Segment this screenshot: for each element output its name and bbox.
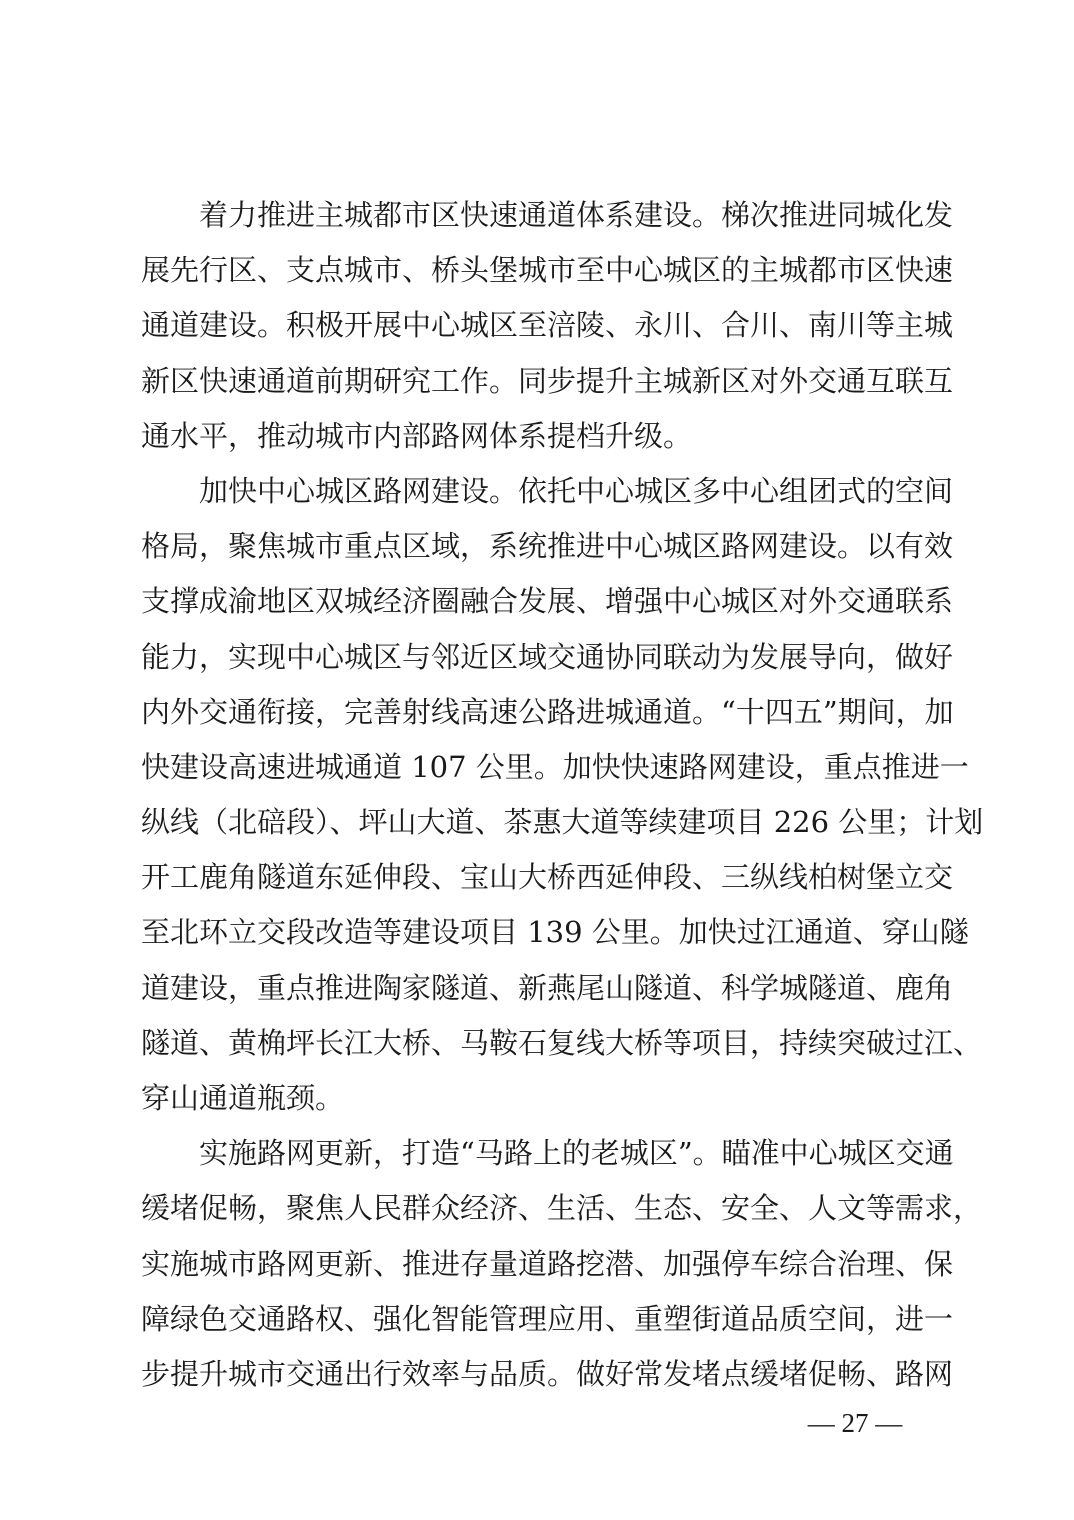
page-number: — 27 — [807, 1408, 903, 1438]
text-line: 加快中心城区路网建设。依托中心城区多中心组团式的空间 [199, 473, 954, 508]
paragraph-expressway-system [141, 188, 954, 464]
text-line: 着力推进主城都市区快速通道体系建设。梯次推进同城化发 [199, 198, 954, 232]
text-line: 缓堵促畅，聚焦人民群众经济、生活、生态、安全、人文等需求， [141, 1191, 983, 1226]
text-line: 障绿色交通路权、强化智能管理应用、重塑街道品质空间，进一 [141, 1301, 954, 1336]
paragraph-road-network-renewal [141, 1126, 983, 1402]
text-line: 内外交通衔接，完善射线高速公路进城通道。“十四五”期间，加 [141, 694, 954, 729]
text-line: 穿山通道瓶颈。 [141, 1081, 345, 1115]
text-line: 实施路网更新，打造“马路上的老城区”。瞄准中心城区交通 [199, 1136, 954, 1171]
text-line: 能力，实现中心城区与邻近区域交通协同联动为发展导向，做好 [141, 639, 954, 674]
text-line: 道建设，重点推进陶家隧道、新燕尾山隧道、科学城隧道、鹿角 [141, 970, 954, 1005]
text-line: 展先行区、支点城市、桥头堡城市至中心城区的主城都市区快速 [141, 253, 954, 288]
paragraph-central-road-network [141, 464, 984, 1126]
text-line: 步提升城市交通出行效率与品质。做好常发堵点缓堵促畅、路网 [141, 1356, 954, 1391]
text-line: 隧道、黄桷坪长江大桥、马鞍石复线大桥等项目，持续突破过江、 [141, 1025, 983, 1060]
text-line: 纵线（北碚段）、坪山大道、茶惠大道等续建项目 226 公里；计划 [141, 805, 984, 840]
text-line: 开工鹿角隧道东延伸段、宝山大桥西延伸段、三纵线柏树堡立交 [141, 860, 954, 895]
text-line: 格局，聚焦城市重点区域，系统推进中心城区路网建设。以有效 [141, 529, 954, 564]
body-text [141, 188, 984, 1402]
text-line: 新区快速通道前期研究工作。同步提升主城新区对外交通互联互 [141, 363, 954, 398]
text-line: 快建设高速进城通道 107 公里。加快快速路网建设，重点推进一 [141, 749, 969, 784]
text-line: 通道建设。积极开展中心城区至涪陵、永川、合川、南川等主城 [141, 308, 954, 343]
text-line: 支撑成渝地区双城经济圈融合发展、增强中心城区对外交通联系 [141, 584, 954, 619]
text-line: 通水平，推动城市内部路网体系提档升级。 [141, 418, 693, 453]
text-line: 实施城市路网更新、推进存量道路挖潜、加强停车综合治理、保 [141, 1246, 954, 1281]
text-line: 至北环立交段改造等建设项目 139 公里。加快过江通道、穿山隧 [141, 915, 969, 950]
